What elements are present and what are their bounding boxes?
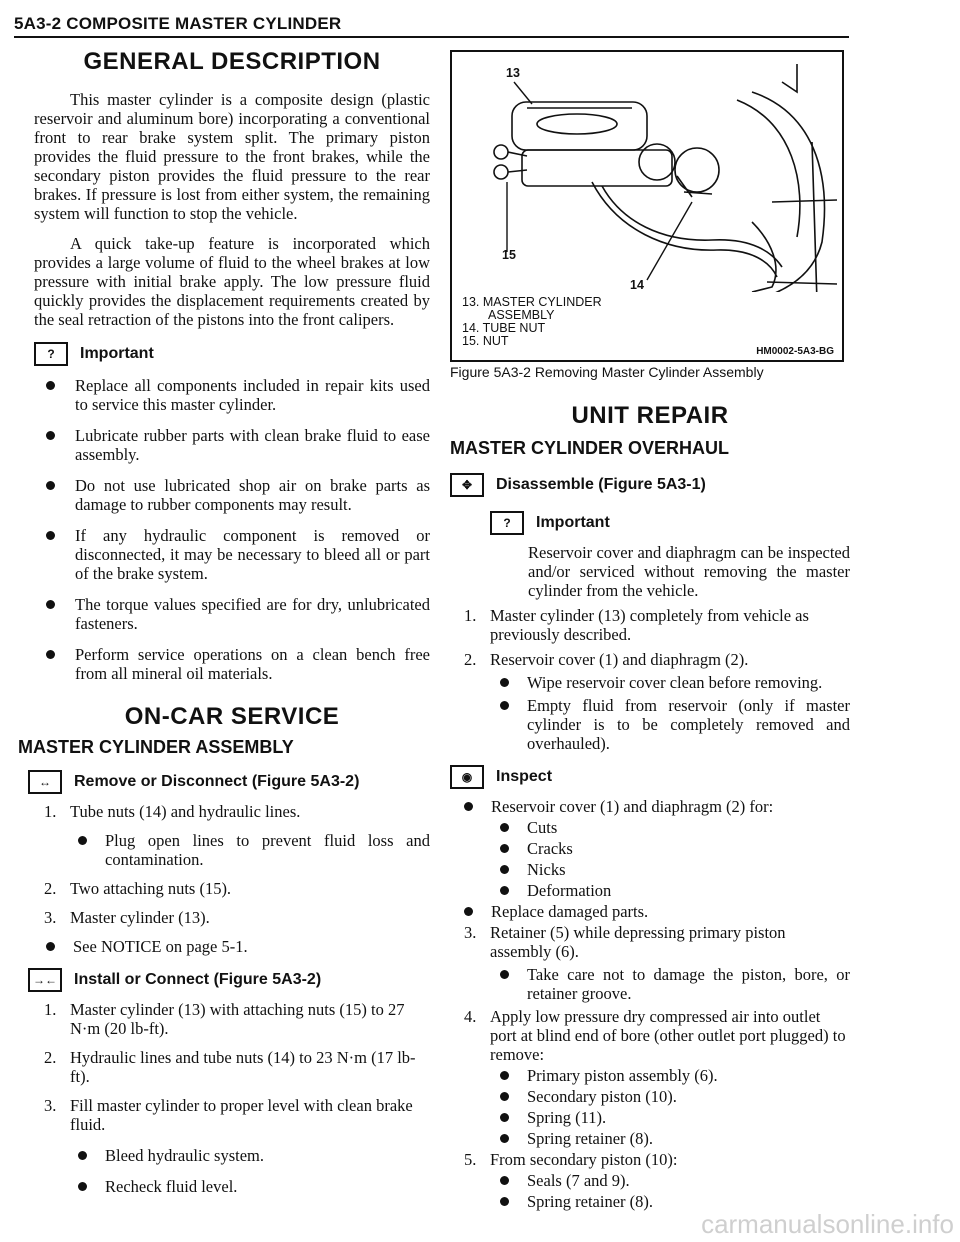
important-heading — [34, 342, 430, 366]
figure-id: HM0002-5A3-BG — [756, 346, 834, 357]
important-item: Replace all components included in repair kits used to service this master cylinder. — [34, 376, 430, 414]
on-car-service-title: ON-CAR SERVICE — [124, 703, 340, 730]
install-arrows-icon: →← — [28, 968, 62, 992]
bullet-icon — [500, 678, 509, 687]
inspect-label: Inspect — [496, 768, 553, 785]
disassemble-step-5: 5. From secondary piston (10): — [464, 1150, 678, 1169]
disassemble-step-2: 2. Reservoir cover (1) and diaphragm (2). — [464, 650, 749, 669]
important-item: Do not use lubricated shop air on brake parts as damage to rubber components may result. — [34, 476, 430, 514]
bullet-icon — [46, 650, 55, 659]
remove-step-1: 1. Tube nuts (14) and hydraulic lines. — [44, 802, 301, 821]
bullet-icon — [500, 1134, 509, 1143]
step-4-sub: Spring (11). — [450, 1108, 850, 1127]
callout-13: 13 — [506, 66, 520, 80]
bullet-icon — [500, 1071, 509, 1080]
disassemble-label: Disassemble (Figure 5A3-1) — [496, 476, 706, 493]
unit-repair-title: UNIT REPAIR — [571, 402, 729, 429]
disassemble-icon: ✥ — [450, 473, 484, 497]
right-column — [450, 50, 850, 1211]
important-list — [34, 376, 430, 683]
important-icon: ? — [34, 342, 68, 366]
bullet-icon — [78, 1151, 87, 1160]
disassemble-heading — [450, 473, 850, 497]
master-cylinder-assembly-title: MASTER CYLINDER ASSEMBLY — [18, 737, 294, 757]
figure-5a3-2 — [450, 50, 844, 362]
step-2-sub: Empty fluid from reservoir (only if master cylinder is to be completely removed and overhauled). — [450, 696, 850, 753]
inspect-sub: Cracks — [450, 839, 850, 858]
bullet-icon — [500, 1197, 509, 1206]
inspect-sub: Cuts — [450, 818, 850, 837]
install-heading — [28, 968, 430, 992]
inspect-item: Replace damaged parts. — [450, 902, 850, 921]
important-label: Important — [80, 345, 154, 362]
install-step-1: 1. Master cylinder (13) with attaching nuts (15) to 27 N·m (20 lb-ft). — [44, 1000, 405, 1038]
step-3-sub: Take care not to damage the piston, bore, or retainer groove. — [450, 965, 850, 1003]
bullet-icon — [500, 1092, 509, 1101]
step-2-sub: Wipe reservoir cover clean before removing. — [450, 673, 850, 692]
figure-caption: Figure 5A3-2 Removing Master Cylinder Assembly — [450, 364, 764, 380]
install-step-3-sub: Recheck fluid level. — [34, 1177, 430, 1196]
step-4-sub: Spring retainer (8). — [450, 1129, 850, 1148]
bullet-icon — [464, 802, 473, 811]
important-heading-right — [490, 511, 850, 535]
overhaul-title: MASTER CYLINDER OVERHAUL — [450, 438, 730, 458]
remove-note: See NOTICE on page 5-1. — [34, 937, 430, 956]
bullet-icon — [500, 970, 509, 979]
bullet-icon — [500, 844, 509, 853]
bullet-icon — [46, 431, 55, 440]
install-step-2: 2. Hydraulic lines and tube nuts (14) to 23 N·m (17 lb-ft). — [44, 1048, 416, 1086]
watermark: carmanualsonline.info — [701, 1209, 954, 1239]
inspect-sub: Deformation — [450, 881, 850, 900]
install-step-3-sub: Bleed hydraulic system. — [34, 1146, 430, 1165]
header-rule — [14, 36, 849, 38]
left-column — [18, 44, 430, 1196]
remove-step-1-sub: Plug open lines to prevent fluid loss and contamination. — [34, 831, 430, 869]
remove-step-3: 3. Master cylinder (13). — [44, 908, 210, 927]
bullet-icon — [500, 1113, 509, 1122]
disassemble-step-1: 1. Master cylinder (13) completely from vehicle as previously described. — [464, 606, 809, 644]
callout-14: 14 — [630, 278, 644, 292]
bullet-icon — [464, 907, 473, 916]
bullet-icon — [78, 1182, 87, 1191]
inspect-eye-icon: ◉ — [450, 765, 484, 789]
callout-15: 15 — [502, 248, 516, 262]
remove-heading — [28, 770, 430, 794]
inspect-sub: Nicks — [450, 860, 850, 879]
page-header: 5A3-2 COMPOSITE MASTER CYLINDER — [14, 14, 342, 33]
important-item: If any hydraulic component is removed or disconnected, it may be necessary to bleed all or part of the brake system. — [34, 526, 430, 583]
important-item: Perform service operations on a clean bench free from all mineral oil materials. — [34, 645, 430, 683]
install-label: Install or Connect (Figure 5A3-2) — [74, 971, 322, 988]
inspect-item: Reservoir cover (1) and diaphragm (2) for: — [450, 797, 850, 816]
inspect-heading — [450, 765, 850, 789]
bullet-icon — [46, 600, 55, 609]
bullet-icon — [78, 836, 87, 845]
bullet-icon — [46, 381, 55, 390]
bullet-icon — [500, 865, 509, 874]
bullet-icon — [500, 701, 509, 710]
bullet-icon — [46, 531, 55, 540]
general-description-title: GENERAL DESCRIPTION — [83, 48, 381, 75]
bullet-icon — [500, 1176, 509, 1185]
step-4-sub: Secondary piston (10). — [450, 1087, 850, 1106]
disassemble-step-4: 4. Apply low pressure dry compressed air into outlet port at blind end of bore (other outlet port plugged) to remove: — [464, 1007, 846, 1064]
important-note: Reservoir cover and diaphragm can be inspected and/or serviced without removing the master cylinder from the vehicle. — [528, 543, 850, 600]
step-4-sub: Primary piston assembly (6). — [450, 1066, 850, 1085]
important-label-right: Important — [536, 514, 610, 531]
description-paragraph-2: A quick take-up feature is incorporated which provides a large volume of fluid to the wheel brakes at low pressure with initial brake apply. The low pressure fluid quickly provides the displacement requirements created by the seal retraction of the pistons into the front calipers. — [34, 234, 430, 329]
bullet-icon — [46, 942, 55, 951]
step-5-sub: Seals (7 and 9). — [450, 1171, 850, 1190]
bullet-icon — [500, 823, 509, 832]
remove-step-2: 2. Two attaching nuts (15). — [44, 879, 232, 898]
important-item: The torque values specified are for dry, unlubricated fasteners. — [34, 595, 430, 633]
bullet-icon — [46, 481, 55, 490]
bullet-icon — [500, 886, 509, 895]
figure-legend: 13. MASTER CYLINDER ASSEMBLY 14. TUBE NUT 15. NUT — [462, 295, 602, 348]
important-item: Lubricate rubber parts with clean brake fluid to ease assembly. — [34, 426, 430, 464]
step-5-sub: Spring retainer (8). — [450, 1192, 850, 1211]
disassemble-step-3: 3. Retainer (5) while depressing primary piston assembly (6). — [464, 923, 786, 961]
remove-arrows-icon: ↔ — [28, 770, 62, 794]
description-paragraph-1: This master cylinder is a composite design (plastic reservoir and aluminum bore) incorporating a conventional front to rear brake system split. The primary piston provides the fluid pressure to the front brakes, while the secondary piston provides the fluid pressure to the rear brakes. If pressure is lost from either system, the remaining system will function to stop the vehicle. — [34, 90, 430, 223]
remove-label: Remove or Disconnect (Figure 5A3-2) — [74, 773, 360, 790]
important-icon: ? — [490, 511, 524, 535]
install-step-3: 3. Fill master cylinder to proper level with clean brake fluid. — [44, 1096, 413, 1134]
